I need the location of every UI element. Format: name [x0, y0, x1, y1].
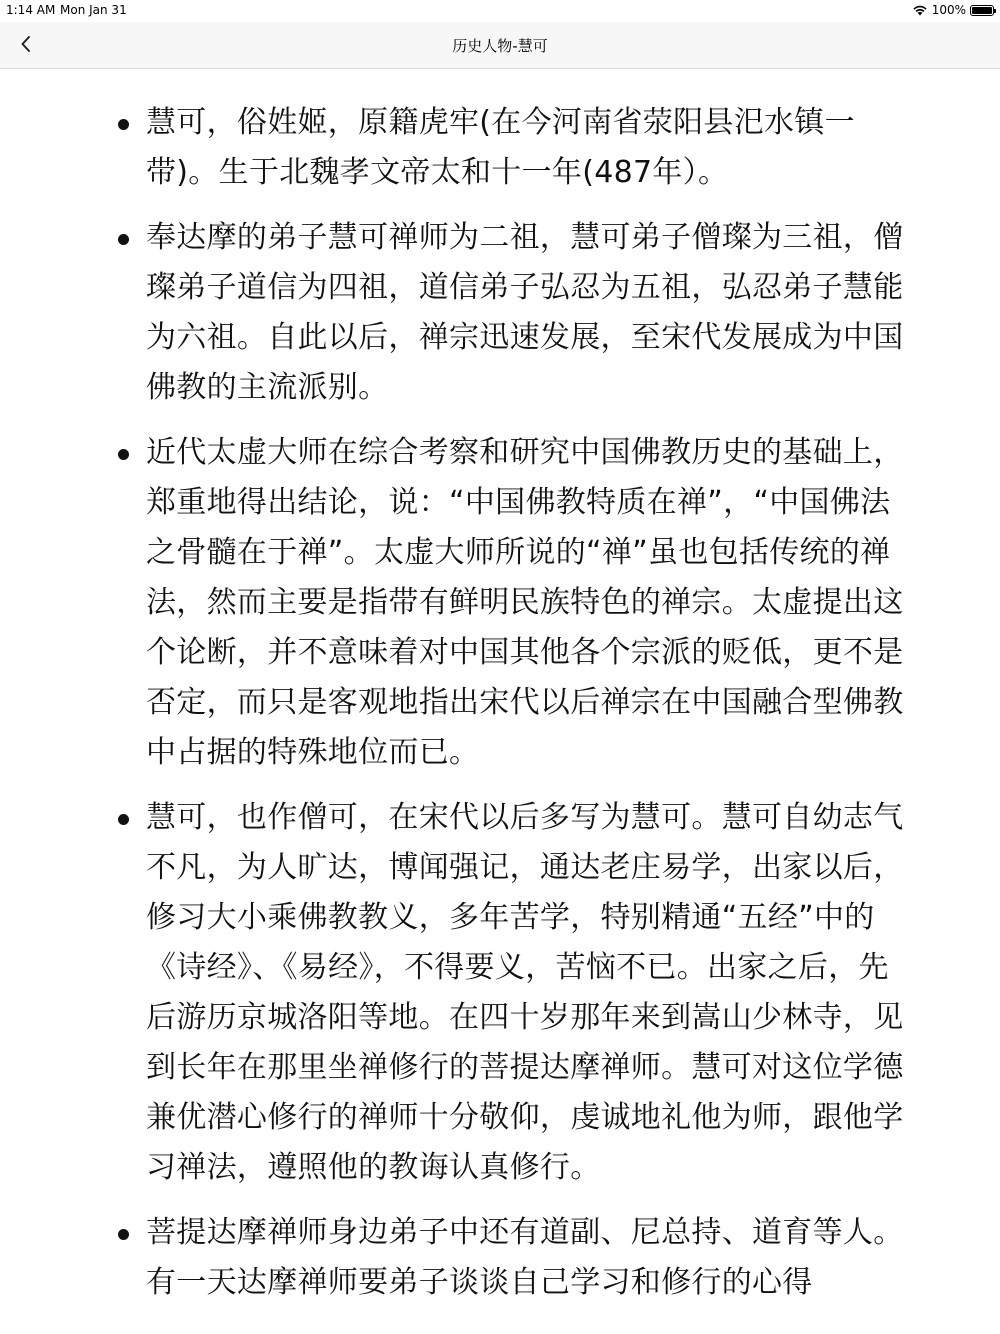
article-content[interactable] [0, 69, 1000, 1334]
paragraph-text: 近代太虚大师在综合考察和研究中国佛教历史的基础上，郑重地得出结论，说：“中国佛教特质在禅”，“中国佛法之骨髓在于禅”。太虚大师所说的“禅”虽也包括传统的禅法，然而主要是指带有鲜明民族特色的禅宗。太虚提出这个论断，并不意味着对中国其他各个宗派的贬低，更不是否定，而只是客观地指出宋代以后禅宗在中国融合型佛教中占据的特殊地位而已。 [146, 435, 904, 770]
list-item [0, 98, 906, 198]
battery-icon [970, 5, 994, 16]
wifi-icon [912, 4, 928, 16]
battery-percent: 100% [931, 3, 966, 17]
status-time: 1:14 AM [6, 3, 56, 17]
bullet-dot [118, 449, 129, 460]
page-title: 历史人物-慧可 [452, 37, 548, 55]
paragraph-text: 慧可，俗姓姬，原籍虎牢(在今河南省荥阳县汜水镇一带)。生于北魏孝文帝太和十一年(487年）。 [146, 105, 855, 190]
paragraph-text: 奉达摩的弟子慧可禅师为二祖，慧可弟子僧璨为三祖，僧璨弟子道信为四祖，道信弟子弘忍为五祖，弘忍弟子慧能为六祖。自此以后，禅宗迅速发展，至宋代发展成为中国佛教的主流派别。 [146, 220, 904, 405]
navigation-bar [0, 22, 1000, 69]
list-item [0, 1208, 906, 1308]
status-date: Mon Jan 31 [60, 3, 127, 17]
bullet-dot [118, 234, 129, 245]
bullet-dot [118, 814, 129, 825]
bullet-list [0, 69, 1000, 1308]
list-item [0, 793, 906, 1193]
status-right [912, 3, 994, 17]
status-bar [0, 0, 1000, 22]
list-item [0, 428, 906, 778]
bullet-dot [118, 1229, 129, 1240]
bullet-dot [118, 119, 129, 130]
paragraph-text: 慧可，也作僧可，在宋代以后多写为慧可。慧可自幼志气不凡，为人旷达，博闻强记，通达老庄易学，出家以后，修习大小乘佛教教义，多年苦学，特别精通“五经”中的《诗经》、《易经》，不得要义，苦恼不已。出家之后，先后游历京城洛阳等地。在四十岁那年来到嵩山少林寺，见到长年在那里坐禅修行的菩提达摩禅师。慧可对这位学德兼优潜心修行的禅师十分敬仰，虔诚地礼他为师，跟他学习禅法，遵照他的教诲认真修行。 [146, 800, 904, 1185]
list-item [0, 213, 906, 413]
paragraph-text: 菩提达摩禅师身边弟子中还有道副、尼总持、道育等人。有一天达摩禅师要弟子谈谈自己学习和修行的心得 [146, 1215, 904, 1300]
